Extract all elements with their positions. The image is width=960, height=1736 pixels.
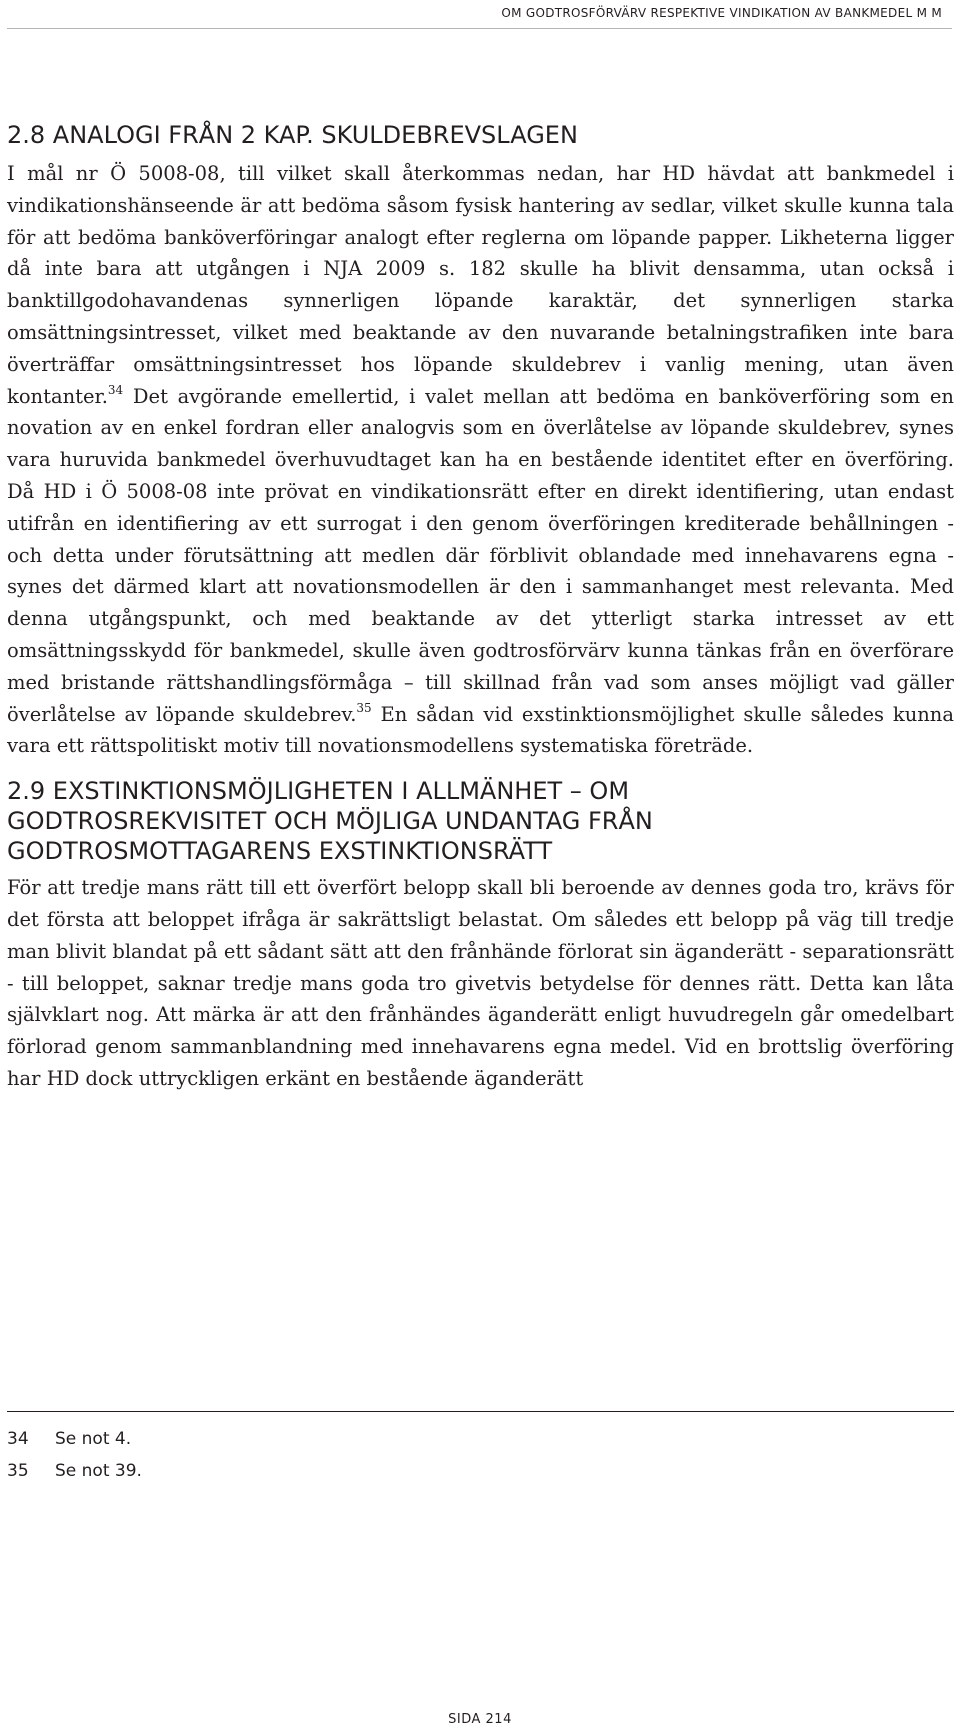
section-heading-2-8: 2.8 ANALOGI FRÅN 2 KAP. SKULDEBREVSLAGEN — [7, 121, 578, 149]
footnote-35 — [7, 1455, 142, 1487]
footnote-rule — [7, 1411, 954, 1412]
footnote-text: Se not 4. — [55, 1429, 132, 1449]
heading-line: GODTROSMOTTAGARENS EXSTINKTIONSRÄTT — [7, 837, 553, 866]
header-rule — [7, 28, 952, 29]
footnote-number: 35 — [7, 1461, 29, 1481]
paragraph-text: Det avgörande emellertid, i valet mellan att bedöma en banköverföring som en novation av en enkel fordran eller analogvis som en överlåtelse av löpande skuldebrev, synes vara huruvida bankmedel överhuvudtaget kan ha en bestående identitet efter en överföring. Då HD i Ö 5008-08 inte prövat en vindikationsrätt efter en direkt identifiering, utan endast utifrån en identifiering av ett surrogat i den genom överföringen krediterade behållningen - och detta under förutsättning att medlen där förblivit oblandade med innehavarens egna - synes det därmed klart att novationsmodellen är den i sammanhanget mest relevanta. Med denna utgångspunkt, och med beaktande av det ytterligt starka intresset av ett omsättningsskydd för bankmedel, skulle även godtrosförvärv kunna tänkas från en överförare med bristande rättshandlingsförmåga – till skillnad från vad som anses möjligt vad gäller överlåtelse av löpande skuldebrev. — [7, 384, 954, 726]
page-number: SIDA 214 — [448, 1712, 512, 1727]
footnote-ref-35[interactable]: 35 — [356, 700, 372, 715]
paragraph-text: En sådan vid exstinktionsmöjlighet skulle således kunna vara ett rättspolitiskt motiv till novationsmodellens systematiska företräde. — [7, 702, 954, 758]
paragraph-text: I mål nr Ö 5008-08, till vilket skall återkommas nedan, har HD hävdat att bankmedel i vindikationshänseende är att bedöma såsom fysisk hantering av sedlar, vilket skulle kunna tala för att bedöma banköverföringar analogt efter reglerna om löpande papper. Likheterna ligger då inte bara att utgången i NJA 2009 s. 182 skulle ha blivit densamma, utan också i banktillgodohavandenas synnerligen löpande karaktär, det synnerligen starka omsättningsintresset, vilket med beaktande av den nuvarande betalningstrafiken inte bara överträffar omsättningsintresset hos löpande skuldebrev i vanlig mening, utan även kontanter. — [7, 162, 954, 408]
footnote-ref-34[interactable]: 34 — [107, 382, 124, 397]
footnotes — [7, 1423, 142, 1487]
section-heading-2-9 — [7, 776, 954, 866]
body-paragraph — [7, 158, 954, 762]
footnote-number: 34 — [7, 1429, 29, 1449]
body-paragraph: För att tredje mans rätt till ett överfört belopp skall bli beroende av dennes goda tro, krävs för det första att beloppet ifråga är sakrättsligt belastat. Om således ett belopp på väg till tredje man blivit blandat på ett sådant sätt att den frånhände förlorat sin äganderätt - separationsrätt - till beloppet, saknar tredje mans goda tro givetvis betydelse för dennes rätt. Detta kan låta självklart nog. Att märka är att den frånhändes äganderätt enligt huvudregeln går omedelbart förlorad genom sammanblandning med innehavarens egna medel. Vid en brottslig överföring har HD dock uttryckligen erkänt en bestående äganderätt — [7, 876, 954, 1090]
footnote-text: Se not 39. — [55, 1461, 142, 1481]
running-head: OM GODTROSFÖRVÄRV RESPEKTIVE VINDIKATION AV BANKMEDEL M M — [501, 6, 942, 20]
heading-line: GODTROSREKVISITET OCH MÖJLIGA UNDANTAG FRÅN — [7, 807, 653, 836]
footnote-34 — [7, 1423, 142, 1455]
main-content — [7, 120, 954, 1095]
heading-line: 2.9 EXSTINKTIONSMÖJLIGHETEN I ALLMÄNHET – OM — [7, 777, 630, 806]
